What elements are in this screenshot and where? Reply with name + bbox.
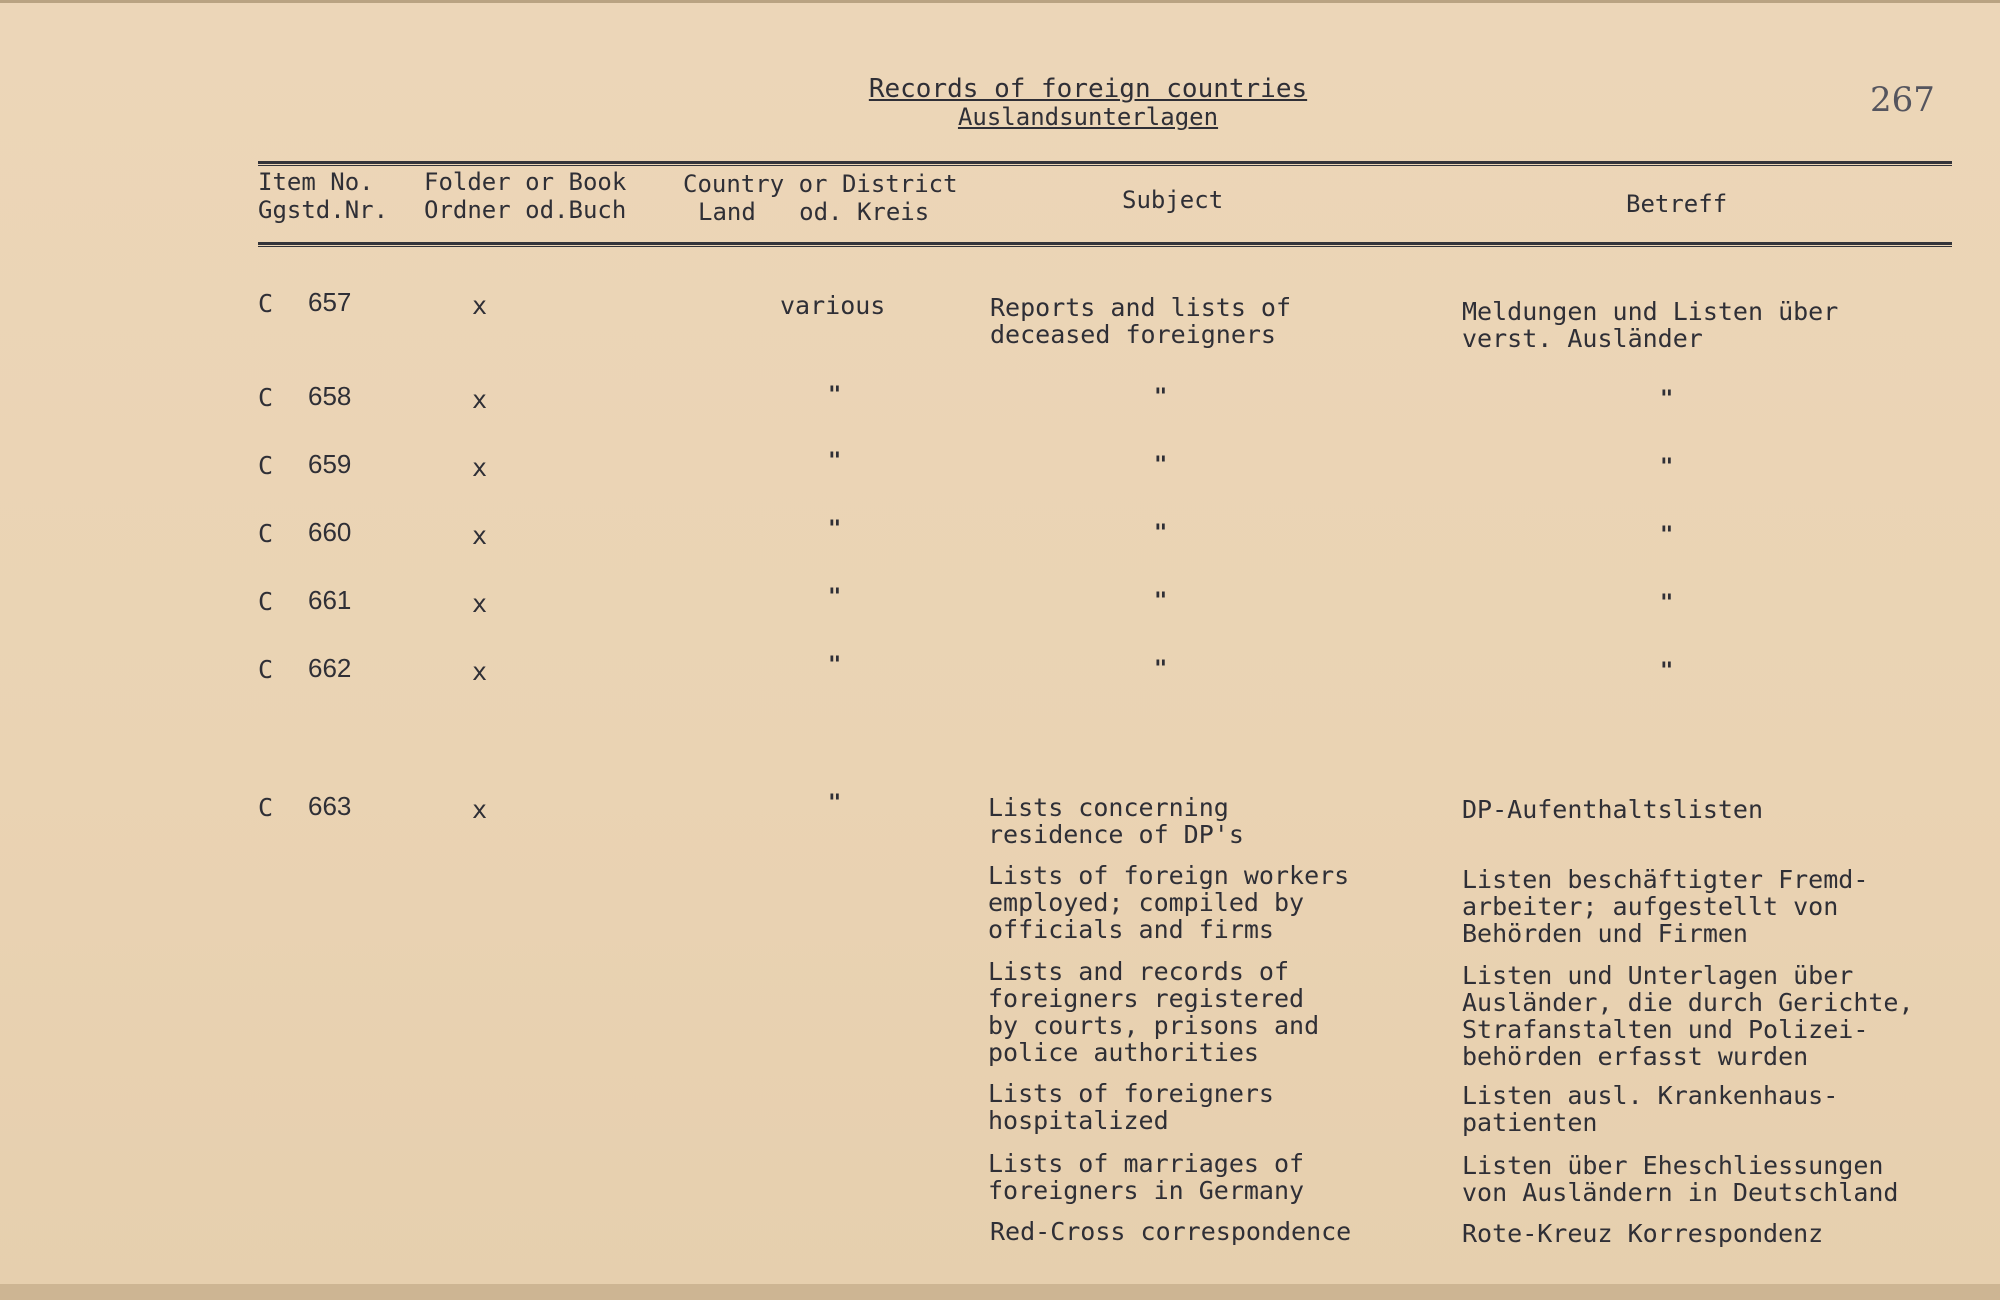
betreff-text: Rote-Kreuz Korrespondenz: [1462, 1219, 1824, 1248]
item-number: 661: [308, 585, 352, 615]
page-number: 267: [1870, 80, 1935, 120]
item-number: 657: [308, 287, 352, 317]
subject-text: Lists of foreigners hospitalized: [988, 1079, 1274, 1135]
header-betreff: Betreff: [1626, 190, 1728, 218]
betreff-ditto-mark: ": [1660, 387, 1674, 412]
header-item-de: Ggstd.Nr.: [258, 196, 389, 224]
country-ditto-mark: ": [828, 791, 842, 816]
paper-bottom-edge: [0, 1284, 2000, 1300]
betreff-ditto-mark: ": [1660, 591, 1674, 616]
item-letter: C: [258, 289, 274, 318]
country-ditto-mark: ": [828, 517, 842, 542]
header-bottom-rule-thin: [258, 246, 1952, 247]
item-letter: C: [258, 587, 274, 616]
item-letter: C: [258, 655, 274, 684]
subject-text: Lists concerning residence of DP's: [988, 793, 1244, 849]
title-english: Records of foreign countries: [868, 74, 1308, 104]
item-number: 658: [308, 381, 352, 411]
header-top-rule: [258, 161, 1952, 164]
betreff-text: Listen über Eheschliessungen von Ausländern in Deutschland: [1462, 1151, 1899, 1207]
betreff-ditto-mark: ": [1660, 523, 1674, 548]
subject-ditto-mark: ": [1154, 521, 1168, 546]
subject-text: Lists and records of foreigners registered by courts, prisons and police authorities: [988, 957, 1320, 1067]
item-letter: C: [258, 793, 274, 822]
country-ditto-mark: ": [828, 383, 842, 408]
header-top-rule-thin: [258, 165, 1952, 166]
header-country-de: Land od. Kreis: [698, 198, 930, 226]
betreff-text: Listen und Unterlagen über Ausländer, die durch Gerichte, Strafanstalten und Polizei- behörden erfasst wurden: [1462, 961, 1914, 1071]
subject-text: Red-Cross correspondence: [990, 1217, 1352, 1246]
betreff-text: Listen ausl. Krankenhaus- patienten: [1462, 1081, 1839, 1137]
item-number: 663: [308, 791, 352, 821]
title-german: Auslandsunterlagen: [957, 103, 1219, 131]
betreff-text: Meldungen und Listen über verst. Ausländer: [1462, 297, 1839, 353]
header-folder-en: Folder or Book: [424, 168, 627, 196]
folder-mark: x: [472, 385, 488, 414]
country-ditto-mark: ": [828, 653, 842, 678]
folder-mark: x: [472, 657, 488, 686]
subject-ditto-mark: ": [1154, 589, 1168, 614]
paper-top-edge: [0, 0, 2000, 3]
subject-ditto-mark: ": [1154, 453, 1168, 478]
country-ditto-mark: ": [828, 585, 842, 610]
folder-mark: x: [472, 795, 488, 824]
betreff-text: Listen beschäftigter Fremd- arbeiter; aufgestellt von Behörden und Firmen: [1462, 865, 1869, 948]
header-subject: Subject: [1122, 186, 1224, 214]
header-item-en: Item No.: [258, 168, 374, 196]
subject-ditto-mark: ": [1154, 657, 1168, 682]
folder-mark: x: [472, 291, 488, 320]
subject-ditto-mark: ": [1154, 385, 1168, 410]
country-value: various: [780, 291, 886, 320]
item-letter: C: [258, 383, 274, 412]
betreff-ditto-mark: ": [1660, 659, 1674, 684]
item-number: 660: [308, 517, 352, 547]
item-number: 659: [308, 449, 352, 479]
document-title: [858, 74, 1318, 130]
item-letter: C: [258, 519, 274, 548]
country-ditto-mark: ": [828, 449, 842, 474]
subject-text: Lists of foreign workers employed; compiled by officials and firms: [988, 861, 1350, 944]
folder-mark: x: [472, 521, 488, 550]
folder-mark: x: [472, 453, 488, 482]
header-folder-de: Ordner od.Buch: [424, 196, 627, 224]
betreff-ditto-mark: ": [1660, 455, 1674, 480]
item-letter: C: [258, 451, 274, 480]
header-bottom-rule: [258, 242, 1952, 245]
subject-text: Reports and lists of deceased foreigners: [990, 293, 1292, 349]
betreff-text: DP-Aufenthaltslisten: [1462, 795, 1764, 824]
folder-mark: x: [472, 589, 488, 618]
subject-text: Lists of marriages of foreigners in Germany: [988, 1149, 1305, 1205]
item-number: 662: [308, 653, 352, 683]
header-country-en: Country or District: [683, 170, 958, 198]
